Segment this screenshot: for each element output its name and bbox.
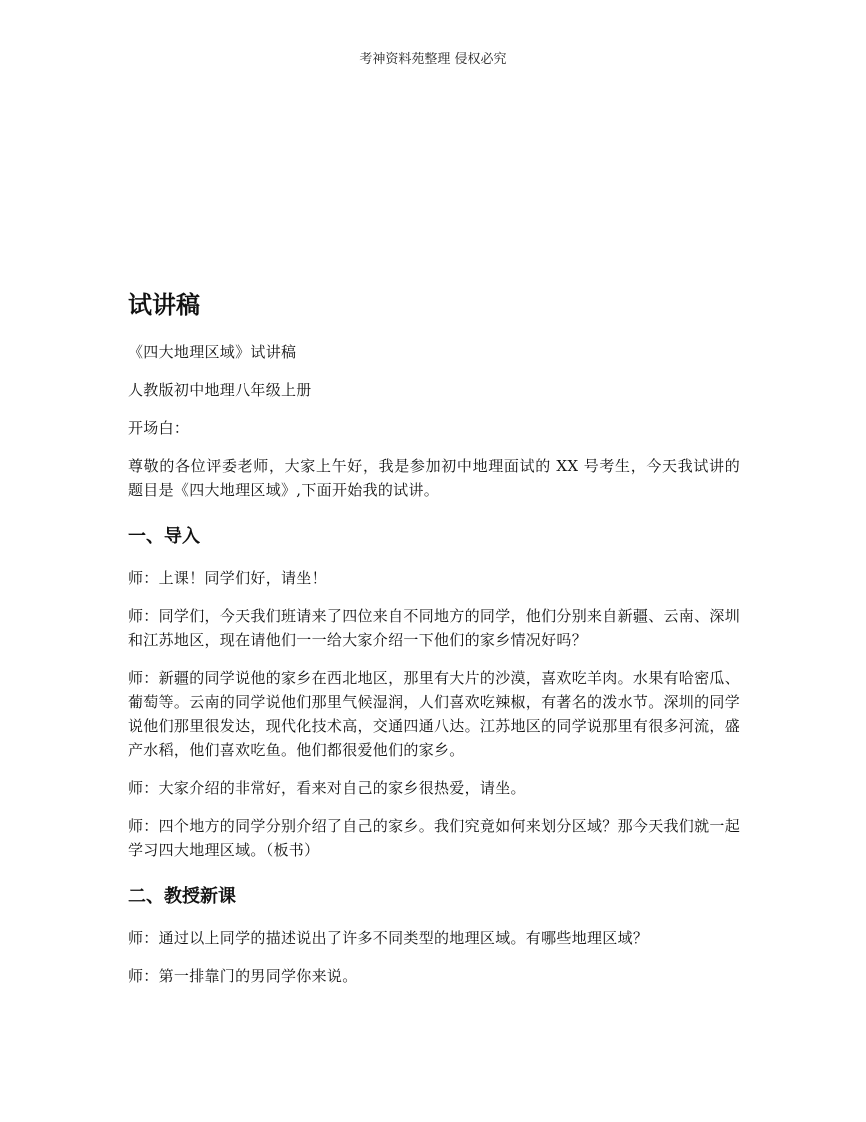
paragraph: 师：通过以上同学的描述说出了许多不同类型的地理区域。有哪些地理区域？	[128, 929, 649, 947]
paragraph: 师：上课！同学们好，请坐！	[128, 569, 327, 587]
paragraph: 师：同学们，今天我们班请来了四位来自不同地方的同学，他们分别来自新疆、云南、深圳和江苏地区，现在请他们一一给大家介绍一下他们的家乡情况好吗？	[128, 607, 741, 649]
page-header: 考神资料苑整理 侵权必究	[359, 52, 507, 67]
document-body	[128, 288, 740, 1002]
section-heading-new-lesson: 二、教授新课	[128, 886, 236, 907]
document-subtitle: 《四大地理区域》试讲稿	[128, 343, 297, 361]
opening-label: 开场白：	[128, 419, 190, 437]
paragraph: 师：第一排靠门的男同学你来说。	[128, 967, 358, 985]
paragraph: 师：新疆的同学说他的家乡在西北地区，那里有大片的沙漠，喜欢吃羊肉。水果有哈密瓜、葡萄等。云南的同学说他们那里气候湿润，人们喜欢吃辣椒，有著名的泼水节。深圳的同学说他们那里很发达，现代化技术高，交通四通八达。江苏地区的同学说那里有很多河流，盛产水稻，他们喜欢吃鱼。他们都很爱他们的家乡。	[128, 669, 741, 759]
paragraph: 师：四个地方的同学分别介绍了自己的家乡。我们究竟如何来划分区域？那今天我们就一起学习四大地理区域。（板书）	[128, 817, 741, 859]
section-heading-intro: 一、导入	[128, 526, 200, 547]
paragraph: 师：大家介绍的非常好，看来对自己的家乡很热爱，请坐。	[128, 779, 526, 797]
opening-paragraph: 尊敬的各位评委老师，大家上午好，我是参加初中地理面试的 XX 号考生，今天我试讲的题目是《四大地理区域》,下面开始我的试讲。	[128, 457, 740, 499]
document-title: 试讲稿	[128, 291, 200, 319]
textbook-line: 人教版初中地理八年级上册	[128, 381, 312, 399]
